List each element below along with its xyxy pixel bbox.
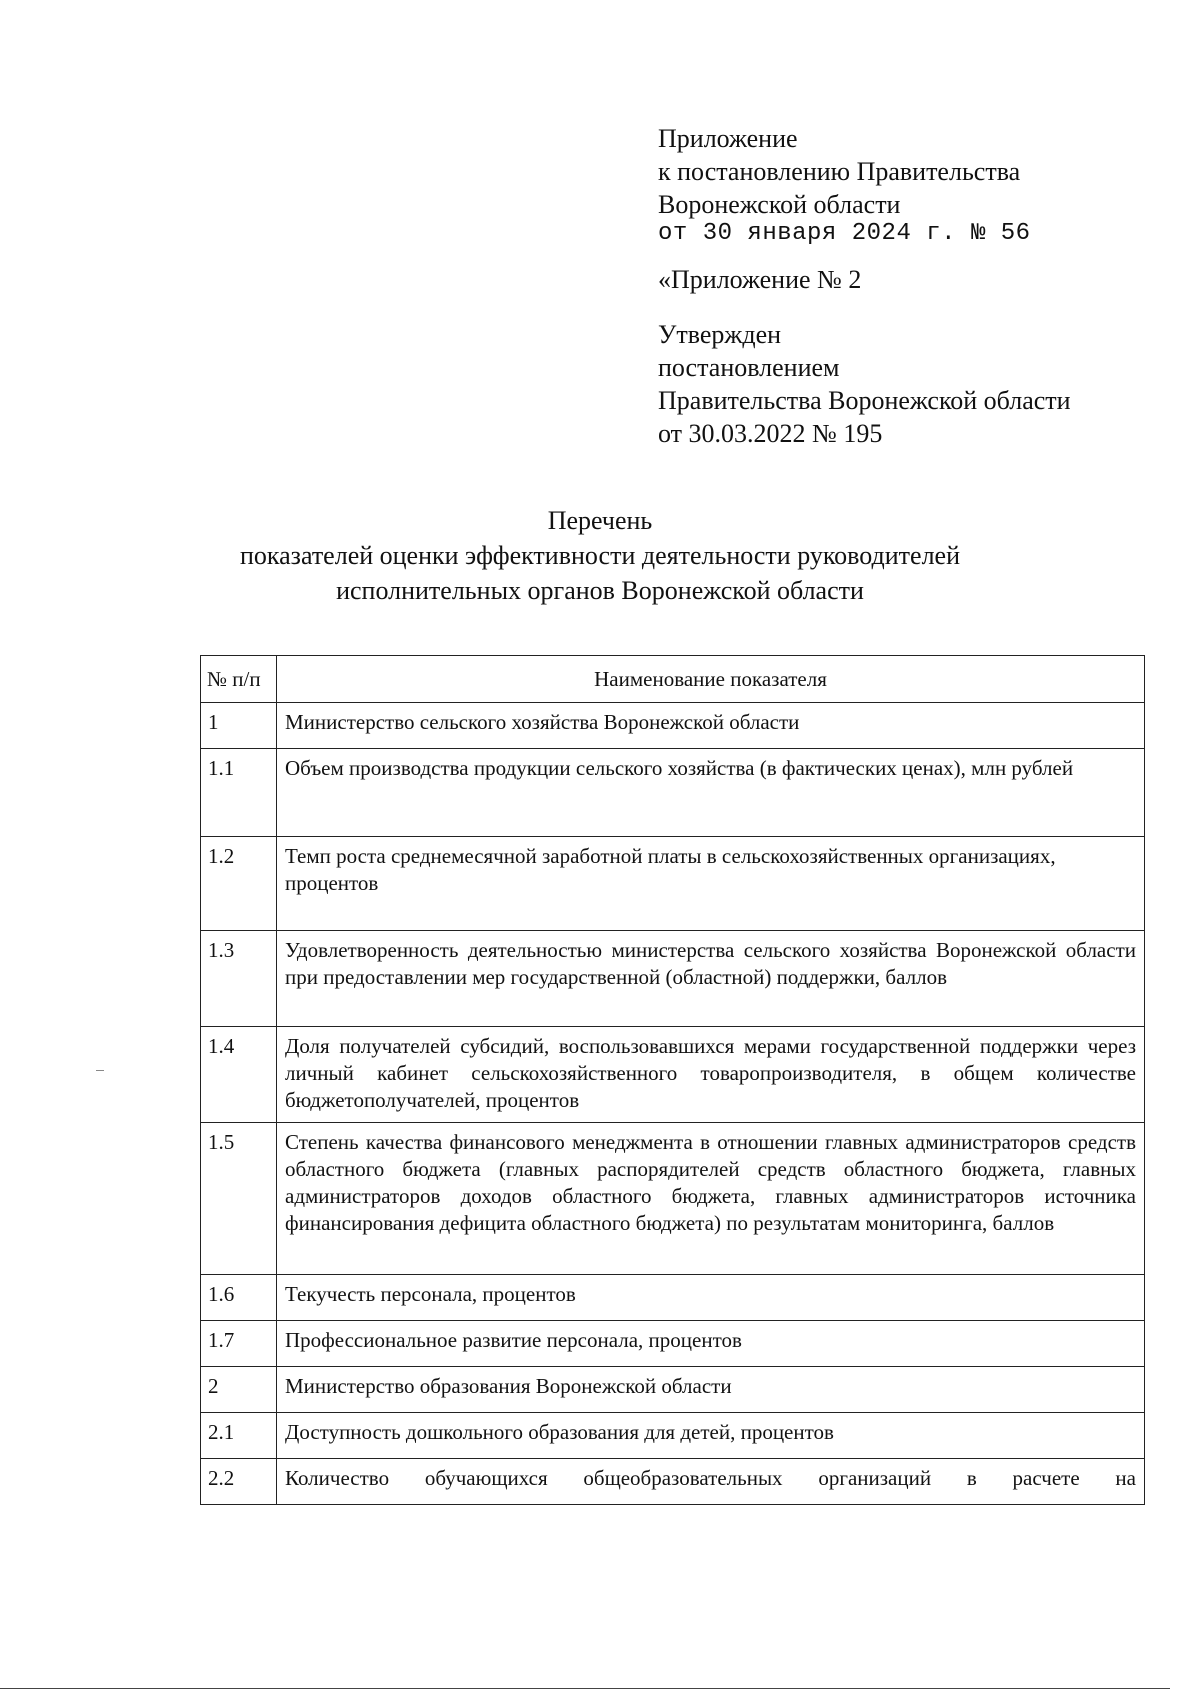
table-row xyxy=(201,1123,1145,1275)
table-row xyxy=(201,931,1145,1027)
annex-2-label: «Приложение № 2 xyxy=(658,265,862,294)
table-row xyxy=(201,1413,1145,1459)
indicator-table xyxy=(200,655,1145,1505)
scan-artifact xyxy=(96,1070,104,1071)
approval-line-3: Воронежской области xyxy=(658,190,901,219)
table-row xyxy=(201,1321,1145,1367)
row-number: 1.4 xyxy=(201,1027,277,1123)
document-title xyxy=(150,503,1050,608)
row-number: 2 xyxy=(201,1367,277,1413)
approved-line-2: постановлением xyxy=(658,353,840,382)
approved-line-3: Правительства Воронежской области xyxy=(658,386,1071,415)
row-name: Темп роста среднемесячной заработной платы в сельскохозяйственных организациях, процентов xyxy=(277,837,1145,931)
row-name: Количество обучающихся общеобразовательных организаций в расчете на xyxy=(277,1459,1145,1505)
header-name: Наименование показателя xyxy=(277,656,1145,703)
header-num: № п/п xyxy=(201,656,277,703)
row-name: Министерство сельского хозяйства Воронежской области xyxy=(277,703,1145,749)
table-header-row xyxy=(201,656,1145,703)
table-row xyxy=(201,749,1145,837)
row-number: 2.1 xyxy=(201,1413,277,1459)
row-number: 1.2 xyxy=(201,837,277,931)
table-row xyxy=(201,1027,1145,1123)
row-name: Министерство образования Воронежской области xyxy=(277,1367,1145,1413)
row-name: Доля получателей субсидий, воспользовавшихся мерами государственной поддержки через личный кабинет сельскохозяйственного товаропроизводителя, в общем количестве бюджетополучателей, процентов xyxy=(277,1027,1145,1123)
row-number: 1.7 xyxy=(201,1321,277,1367)
row-number: 1.1 xyxy=(201,749,277,837)
row-name: Доступность дошкольного образования для детей, процентов xyxy=(277,1413,1145,1459)
row-number: 2.2 xyxy=(201,1459,277,1505)
page-bottom-rule xyxy=(0,1688,1170,1689)
title-line-2: показателей оценки эффективности деятельности руководителей xyxy=(239,541,960,570)
row-number: 1.6 xyxy=(201,1275,277,1321)
approval-block xyxy=(658,122,1178,296)
table-row xyxy=(201,1275,1145,1321)
approved-block xyxy=(658,318,1178,450)
row-number: 1.5 xyxy=(201,1123,277,1275)
title-line-3: исполнительных органов Воронежской области xyxy=(336,576,864,605)
approved-line-4: от 30.03.2022 № 195 xyxy=(658,419,883,448)
title-line-1: Перечень xyxy=(547,506,653,535)
row-name: Удовлетворенность деятельностью министерства сельского хозяйства Воронежской области при предоставлении мер государственной (областной) поддержки, баллов xyxy=(277,931,1145,1027)
row-number: 1.3 xyxy=(201,931,277,1027)
table-row xyxy=(201,837,1145,931)
table-row xyxy=(201,1367,1145,1413)
approved-line-1: Утвержден xyxy=(658,320,782,349)
row-name: Профессиональное развитие персонала, процентов xyxy=(277,1321,1145,1367)
approval-line-2: к постановлению Правительства xyxy=(658,157,1021,186)
table-row xyxy=(201,703,1145,749)
table-row xyxy=(201,1459,1145,1505)
row-name: Текучесть персонала, процентов xyxy=(277,1275,1145,1321)
approval-line-1: Приложение xyxy=(658,124,798,153)
row-name: Объем производства продукции сельского хозяйства (в фактических ценах), млн рублей xyxy=(277,749,1145,837)
row-number: 1 xyxy=(201,703,277,749)
row-name: Степень качества финансового менеджмента в отношении главных администраторов средств областного бюджета (главных распорядителей средств областного бюджета, главных администраторов доходов областного бюджета, главных администраторов источника финансирования дефицита областного бюджета) по результатам мониторинга, баллов xyxy=(277,1123,1145,1275)
approval-date-stamp: от 30 января 2024 г. № 56 xyxy=(658,220,1031,247)
